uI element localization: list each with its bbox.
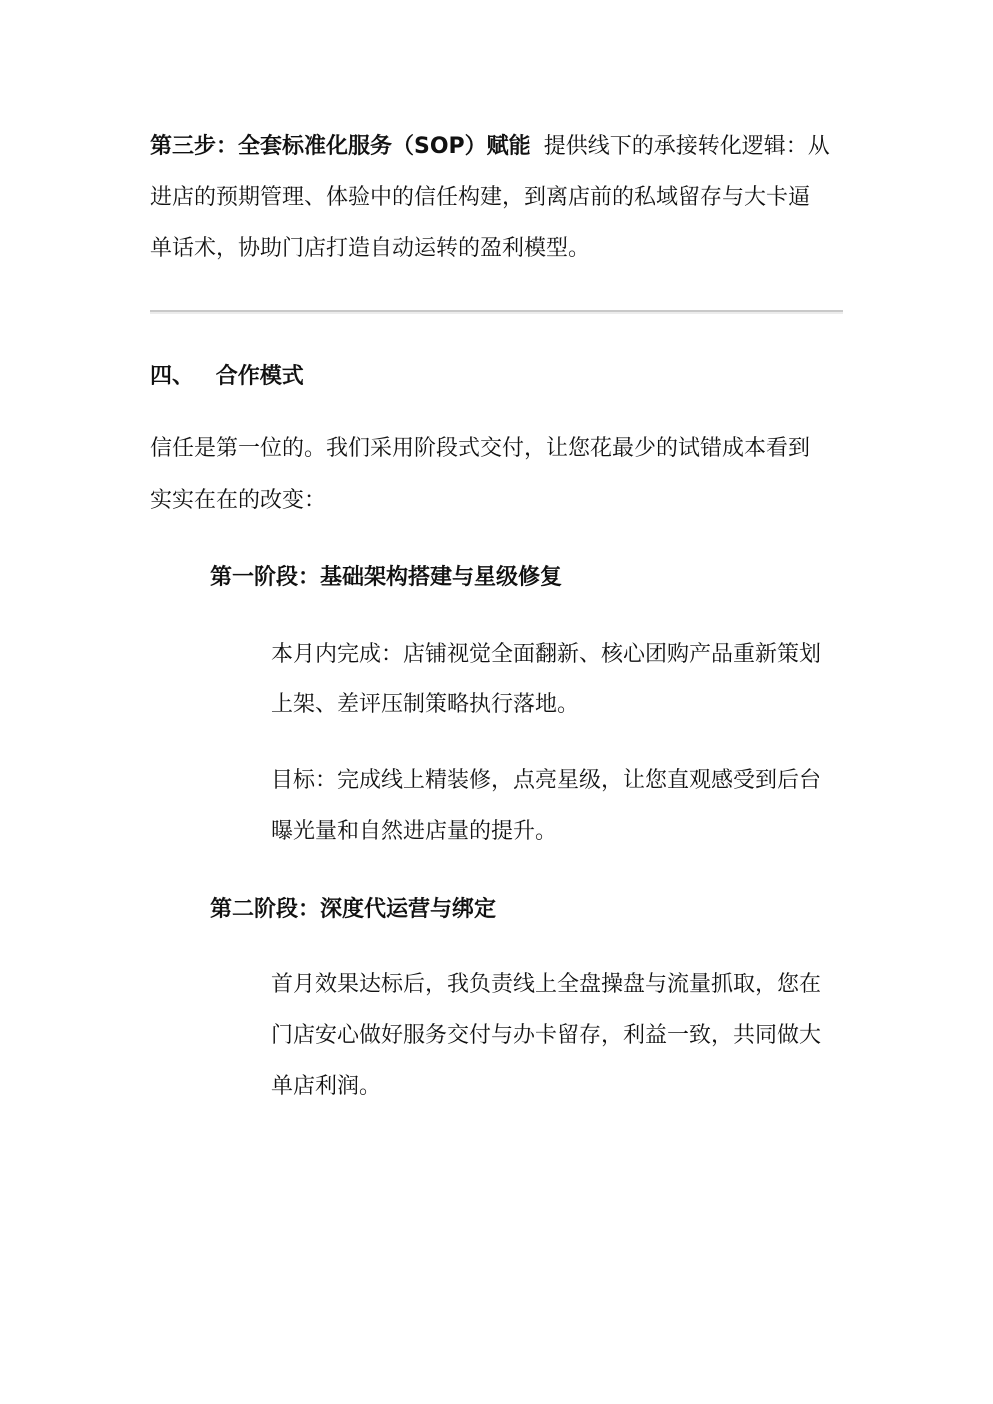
section4-intro-line-2: 实实在在的改变： xyxy=(150,488,327,513)
phase1-p2-line-2: 曝光量和自然进店量的提升。 xyxy=(271,819,558,844)
step3-line-1 xyxy=(150,132,830,162)
section4-heading xyxy=(150,362,304,392)
section4-intro-line-1: 信任是第一位的。我们采用阶段式交付，让您花最少的试错成本看到 xyxy=(150,436,811,461)
section-divider xyxy=(150,310,843,314)
section4-title: 合作模式 xyxy=(215,364,304,389)
phase1-p1-line-2: 上架、差评压制策略执行落地。 xyxy=(271,692,580,717)
phase2-p1-line-2: 门店安心做好服务交付与办卡留存，利益一致，共同做大 xyxy=(271,1023,822,1048)
step3-line-3: 单话术，协助门店打造自动运转的盈利模型。 xyxy=(150,236,591,261)
step3-heading: 第三步：全套标准化服务（SOP）赋能 xyxy=(150,134,531,159)
phase1-p1-line-1: 本月内完成：店铺视觉全面翻新、核心团购产品重新策划 xyxy=(271,642,822,667)
phase1-p2-line-1: 目标：完成线上精装修，点亮星级，让您直观感受到后台 xyxy=(271,768,822,793)
step3-line-2: 进店的预期管理、体验中的信任构建，到离店前的私域留存与大卡逼 xyxy=(150,185,811,210)
phase1-title: 第一阶段：基础架构搭建与星级修复 xyxy=(210,565,563,590)
phase2-p1-line-1: 首月效果达标后，我负责线上全盘操盘与流量抓取，您在 xyxy=(271,972,822,997)
phase2-title: 第二阶段：深度代运营与绑定 xyxy=(210,897,497,922)
phase2-p1-line-3: 单店利润。 xyxy=(271,1074,382,1099)
step3-line-1-text: 提供线下的承接转化逻辑：从 xyxy=(543,134,830,159)
section4-number: 四、 xyxy=(150,364,195,389)
